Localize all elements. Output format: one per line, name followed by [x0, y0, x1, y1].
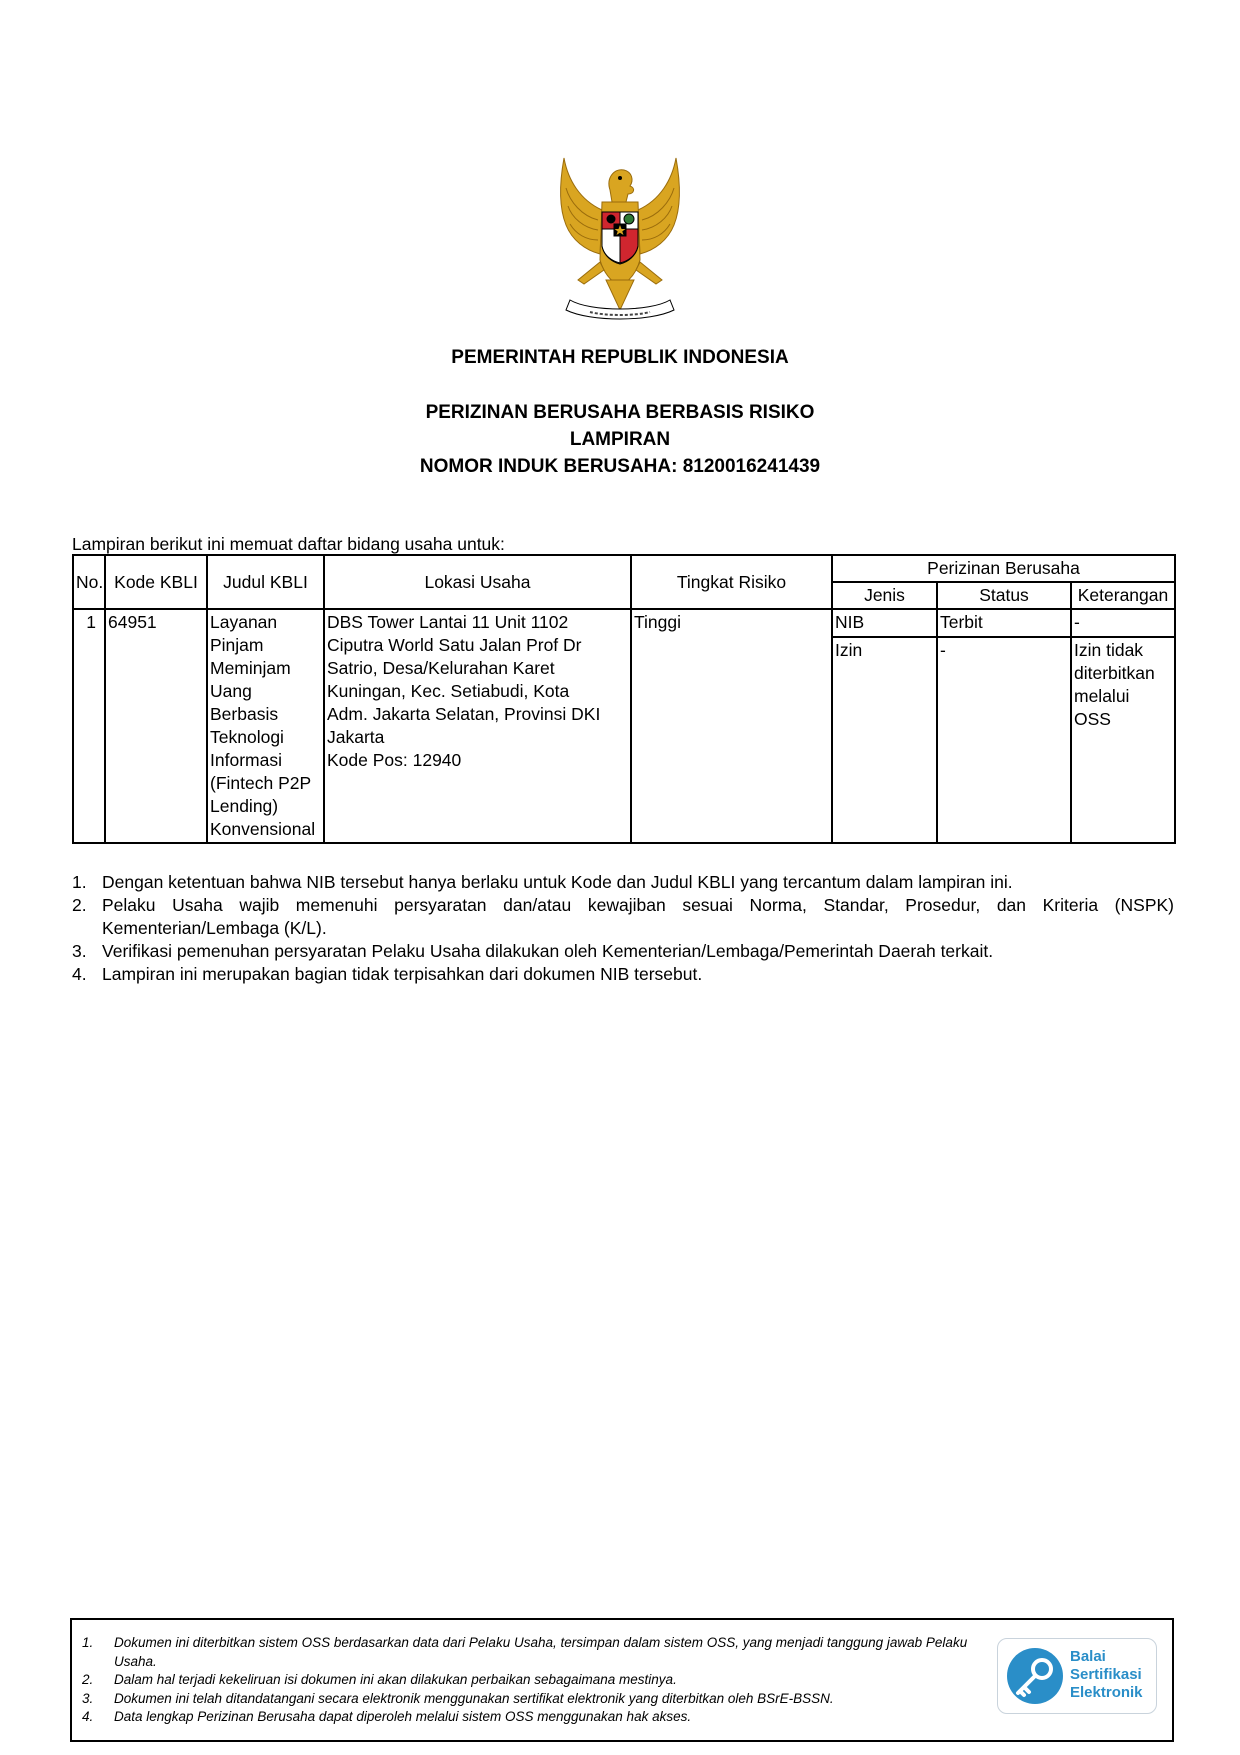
cell-no: 1: [73, 609, 105, 843]
garuda-emblem-icon: [540, 150, 700, 325]
note-number: 3.: [72, 941, 87, 961]
bsre-key-icon: [1004, 1645, 1066, 1707]
lokasi-line: Kode Pos: 12940: [327, 750, 462, 770]
note-number: 2.: [72, 895, 87, 915]
list-item: [72, 940, 1174, 963]
header-judul-kbli: Judul KBLI: [207, 555, 324, 609]
footer-box: [70, 1618, 1174, 1742]
bsre-logo-text: [1070, 1648, 1143, 1702]
note-text: Verifikasi pemenuhan persyaratan Pelaku Usaha dilakukan oleh Kementerian/Lembaga/Pemerintah Daerah terkait.: [102, 941, 994, 961]
header-no: No.: [73, 555, 105, 609]
cell-status: Terbit: [937, 609, 1071, 637]
judul-line: Layanan: [210, 612, 278, 632]
judul-line: (Fintech P2P: [210, 773, 312, 793]
judul-line: Konvensional: [210, 819, 316, 839]
footer-note-number: 4.: [82, 1709, 94, 1724]
footer-note-number: 2.: [82, 1672, 94, 1687]
document-title: PERIZINAN BERUSAHA BERBASIS RISIKO: [425, 402, 815, 423]
lokasi-line: Jakarta: [327, 727, 385, 747]
notes-list: [72, 871, 1174, 986]
cell-lokasi-usaha: [324, 609, 631, 843]
judul-line: Berbasis: [210, 704, 279, 724]
bsre-line3: Elektronik: [1070, 1684, 1143, 1701]
keterangan-line: OSS: [1074, 709, 1111, 729]
header-lokasi-usaha: Lokasi Usaha: [324, 555, 631, 609]
keterangan-line: diterbitkan: [1074, 663, 1155, 683]
bsre-line2: Sertifikasi: [1070, 1666, 1142, 1683]
judul-line: Meminjam: [210, 658, 291, 678]
cell-tingkat-risiko: Tinggi: [631, 609, 832, 843]
table-row: [73, 609, 1175, 637]
footer-note-text: Data lengkap Perizinan Berusaha dapat diperoleh melalui sistem OSS menggunakan hak akses.: [114, 1709, 692, 1724]
list-item: [72, 871, 1174, 894]
list-item: [82, 1708, 992, 1727]
nib-number: NOMOR INDUK BERUSAHA: 8120016241439: [419, 456, 821, 477]
note-text: Dengan ketentuan bahwa NIB tersebut hanya berlaku untuk Kode dan Judul KBLI yang tercantum dalam lampiran ini.: [102, 872, 1013, 892]
judul-line: Informasi: [210, 750, 282, 770]
list-item: [72, 894, 1174, 940]
header-status: Status: [937, 582, 1071, 609]
judul-line: Uang: [210, 681, 252, 701]
list-item: [82, 1690, 992, 1709]
footer-note-number: 3.: [82, 1690, 94, 1706]
keterangan-line: melalui: [1074, 686, 1130, 706]
note-number: 4.: [72, 964, 87, 984]
footer-note-number: 1.: [82, 1635, 94, 1650]
judul-line: Teknologi: [210, 727, 284, 747]
list-item: [82, 1671, 992, 1690]
bsre-logo: [997, 1638, 1157, 1714]
note-text: Pelaku Usaha wajib memenuhi persyaratan dan/atau kewajiban sesuai Norma, Standar, Prosedur, dan Kriteria (NSPK) Kementerian/Lembaga (K/L).: [102, 895, 1174, 938]
lokasi-line: Kuningan, Kec. Setiabudi, Kota: [327, 681, 570, 701]
cell-jenis: NIB: [832, 609, 937, 637]
lokasi-line: Satrio, Desa/Kelurahan Karet: [327, 658, 555, 678]
list-item: [82, 1634, 992, 1671]
cell-keterangan: -: [1071, 609, 1175, 637]
document-titles: [0, 399, 1240, 480]
cell-jenis: Izin: [832, 637, 937, 843]
footer-note-text: Dalam hal terjadi kekeliruan isi dokumen ini akan dilakukan perbaikan sebagaimana mestinya.: [114, 1672, 677, 1687]
lokasi-line: Adm. Jakarta Selatan, Provinsi DKI: [327, 704, 601, 724]
header-tingkat-risiko: Tingkat Risiko: [631, 555, 832, 609]
judul-line: Pinjam: [210, 635, 264, 655]
judul-line: Lending): [210, 796, 279, 816]
header-jenis: Jenis: [832, 582, 937, 609]
cell-keterangan: [1071, 637, 1175, 843]
lokasi-line: DBS Tower Lantai 11 Unit 1102: [327, 612, 569, 632]
footer-note-text: Dokumen ini diterbitkan sistem OSS berdasarkan data dari Pelaku Usaha, tersimpan dalam sistem OSS, yang menjadi tanggung jawab Pelaku Usaha.: [114, 1635, 968, 1669]
lokasi-line: Ciputra World Satu Jalan Prof Dr: [327, 635, 582, 655]
cell-status: -: [937, 637, 1071, 843]
kbli-table: [72, 554, 1176, 844]
header-keterangan: Keterangan: [1071, 582, 1175, 609]
bsre-line1: Balai: [1070, 1648, 1106, 1665]
cell-kode-kbli: 64951: [105, 609, 207, 843]
document-subtitle: LAMPIRAN: [569, 429, 671, 450]
government-heading: PEMERINTAH REPUBLIK INDONESIA: [451, 347, 789, 368]
intro-text: Lampiran berikut ini memuat daftar bidang usaha untuk:: [72, 534, 505, 554]
header-perizinan-berusaha: Perizinan Berusaha: [832, 555, 1175, 582]
cell-judul-kbli: [207, 609, 324, 843]
list-item: [72, 963, 1174, 986]
footer-note-text: Dokumen ini telah ditandatangani secara elektronik menggunakan sertifikat elektronik yang diterbitkan oleh BSrE-BSSN.: [114, 1690, 834, 1706]
header-kode-kbli: Kode KBLI: [105, 555, 207, 609]
note-number: 1.: [72, 872, 87, 892]
keterangan-line: Izin tidak: [1074, 640, 1144, 660]
footer-notes-list: [82, 1634, 992, 1727]
note-text: Lampiran ini merupakan bagian tidak terpisahkan dari dokumen NIB tersebut.: [102, 964, 703, 984]
